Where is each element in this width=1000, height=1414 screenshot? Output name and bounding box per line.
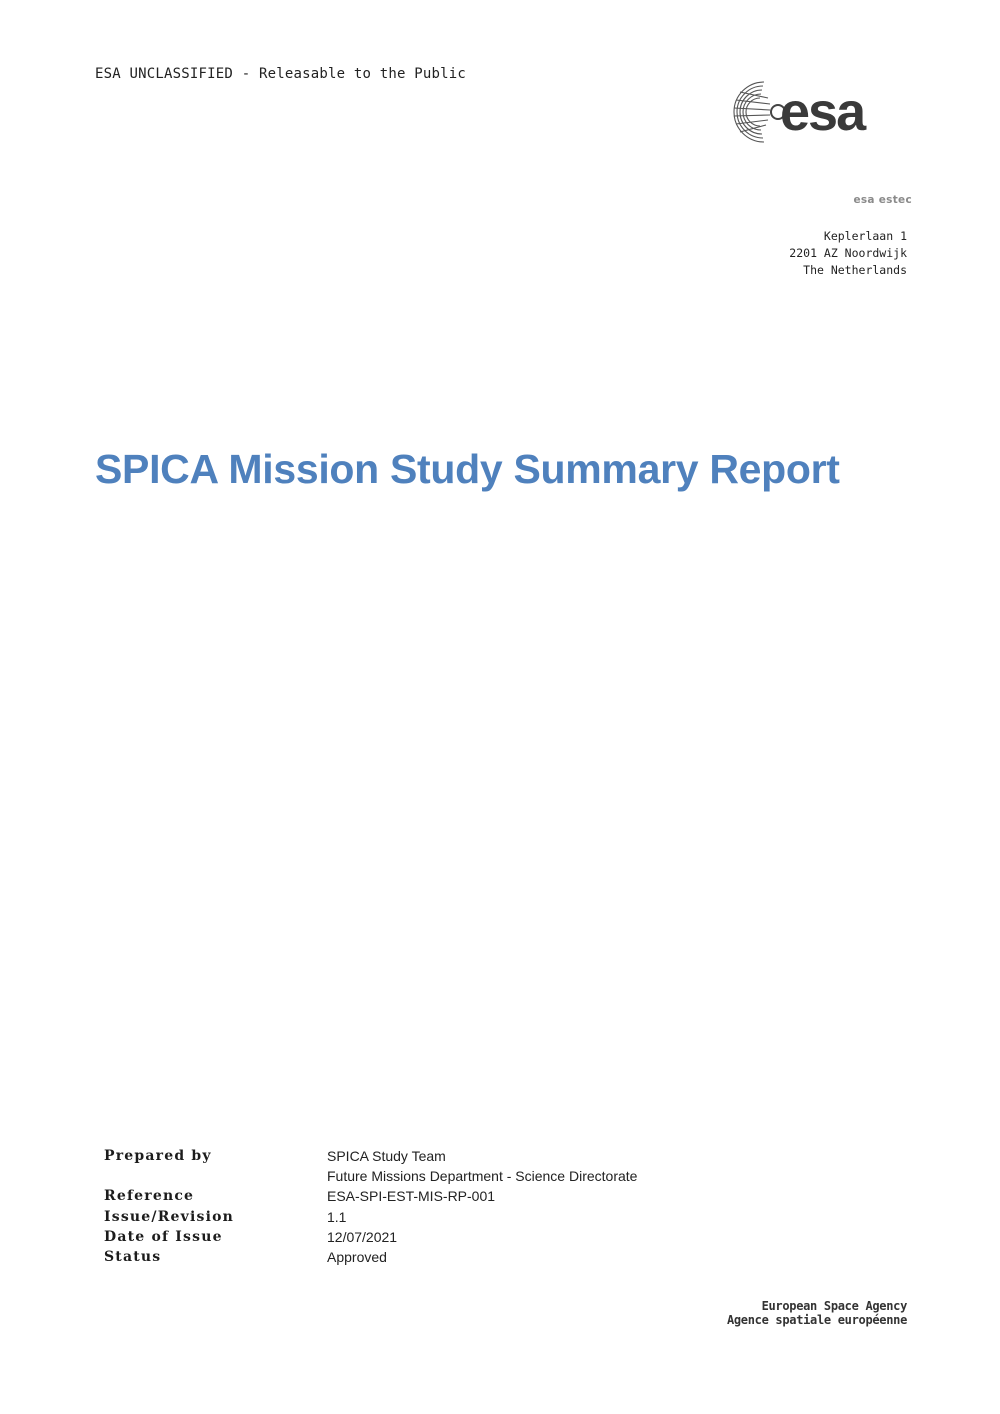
reference-label: Reference — [104, 1188, 195, 1205]
reference-value: ESA-SPI-EST-MIS-RP-001 — [327, 1188, 496, 1205]
document-title: SPICA Mission Study Summary Report — [95, 446, 840, 492]
prepared-by-department: Future Missions Department - Science Directorate — [327, 1168, 638, 1185]
agency-name-fr: Agence spatiale européenne — [726, 1313, 907, 1327]
date-label: Date of Issue — [104, 1228, 223, 1245]
metadata-row — [104, 1168, 637, 1188]
status-value: Approved — [327, 1248, 387, 1265]
metadata-row — [104, 1188, 637, 1208]
issue-label: Issue/Revision — [104, 1208, 235, 1225]
address-line: 2201 AZ Noordwijk — [789, 246, 907, 260]
status-label: Status — [104, 1248, 162, 1265]
esa-logo-wordmark: esa — [780, 82, 865, 142]
metadata-row — [104, 1148, 637, 1168]
date-value: 12/07/2021 — [327, 1228, 398, 1245]
prepared-by-value: SPICA Study Team — [327, 1148, 446, 1164]
agency-name-en: European Space Agency — [761, 1299, 907, 1313]
document-metadata — [104, 1148, 637, 1269]
esa-logo — [730, 78, 910, 146]
esa-logo-graphic — [730, 78, 910, 146]
metadata-row — [104, 1209, 637, 1229]
agency-name — [727, 1299, 907, 1327]
classification-label: ESA UNCLASSIFIED - Releasable to the Public — [95, 66, 467, 82]
prepared-by-label: Prepared by — [104, 1148, 212, 1164]
address-block — [789, 228, 907, 279]
address-line: Keplerlaan 1 — [823, 229, 907, 243]
metadata-row — [104, 1249, 637, 1269]
address-line: The Netherlands — [803, 263, 907, 277]
site-name: esa estec — [853, 194, 912, 206]
metadata-row — [104, 1229, 637, 1249]
issue-value: 1.1 — [327, 1208, 347, 1225]
